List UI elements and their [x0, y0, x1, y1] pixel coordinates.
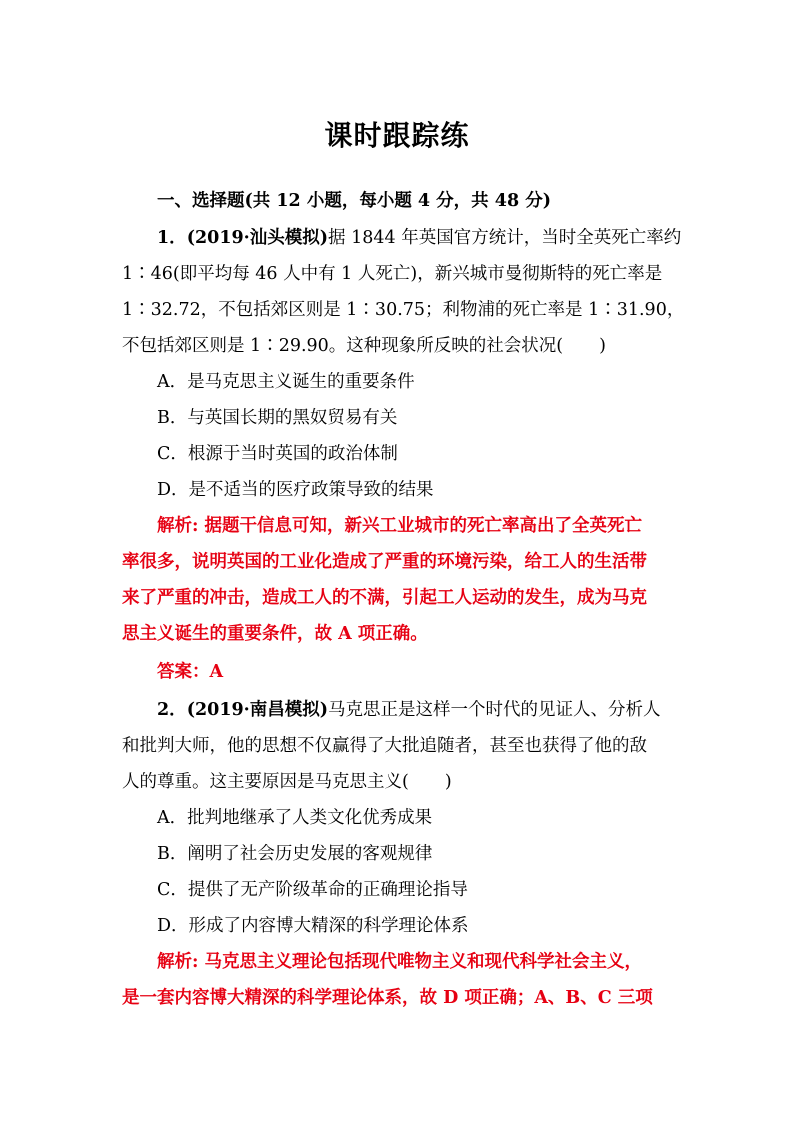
question-text: 人的尊重。这主要原因是马克思主义( — [122, 772, 409, 792]
question-text: 马克思正是这样一个时代的见证人、分析人 — [328, 700, 661, 720]
answer-paren-close: ) — [444, 772, 452, 792]
question-1-line-4 — [122, 334, 606, 358]
question-source: (2019·汕头模拟) — [186, 228, 329, 248]
analysis-line-1 — [157, 950, 642, 974]
option-c: C．根源于当时英国的政治体制 — [157, 444, 398, 464]
analysis-line-3: 来了严重的冲击，造成工人的不满，引起工人运动的发生，成为马克 — [122, 588, 647, 608]
option-c: C．提供了无产阶级革命的正确理论指导 — [157, 880, 468, 900]
section-heading: 一、选择题(共 12 小题，每小题 4 分，共 48 分) — [157, 191, 551, 211]
question-1-line-3: 1∶32.72，不包括郊区则是 1∶30.75；利物浦的死亡率是 1∶31.90， — [122, 300, 685, 320]
option-b: B．阐明了社会历史发展的客观规律 — [157, 844, 433, 864]
question-text: 据 1844 年英国官方统计，当时全英死亡率约 — [328, 228, 682, 248]
option-a: A．批判地继承了人类文化优秀成果 — [157, 808, 433, 828]
answer-paren-close: ) — [599, 336, 606, 356]
analysis-line-2: 是一套内容博大精深的科学理论体系，故 D 项正确；A、B、C 三项 — [122, 988, 653, 1008]
option-a: A．是马克思主义诞生的重要条件 — [157, 372, 415, 392]
question-number: 1． — [157, 228, 187, 248]
page-title: 课时跟踪练 — [324, 119, 470, 152]
analysis-line-2: 率很多，说明英国的工业化造成了严重的环境污染，给工人的生活带 — [122, 552, 647, 572]
analysis-text: 据题干信息可知，新兴工业城市的死亡率高出了全英死亡 — [198, 516, 643, 536]
question-number: 2． — [157, 700, 187, 720]
analysis-line-4: 思主义诞生的重要条件，故 A 项正确。 — [122, 624, 428, 644]
question-text: 不包括郊区则是 1∶29.90。这种现象所反映的社会状况( — [122, 336, 564, 356]
analysis-text: 马克思主义理论包括现代唯物主义和现代科学社会主义， — [198, 952, 643, 972]
question-2-line-3 — [122, 770, 452, 794]
analysis-label: 解析: — [157, 516, 199, 536]
answer-line: 答案：A — [157, 662, 224, 682]
analysis-label: 解析: — [157, 952, 199, 972]
question-source: (2019·南昌模拟) — [186, 700, 329, 720]
question-2-line-1 — [157, 698, 661, 722]
option-d: D．是不适当的医疗政策导致的结果 — [157, 480, 434, 500]
question-2-line-2: 和批判大师，他的思想不仅赢得了大批追随者，甚至也获得了他的敌 — [122, 736, 647, 756]
option-d: D．形成了内容博大精深的科学理论体系 — [157, 916, 469, 936]
question-1-line-1 — [157, 226, 681, 250]
analysis-line-1 — [157, 514, 642, 538]
question-1-line-2: 1∶46(即平均每 46 人中有 1 人死亡)，新兴城市曼彻斯特的死亡率是 — [122, 264, 663, 284]
option-b: B．与英国长期的黑奴贸易有关 — [157, 408, 398, 428]
